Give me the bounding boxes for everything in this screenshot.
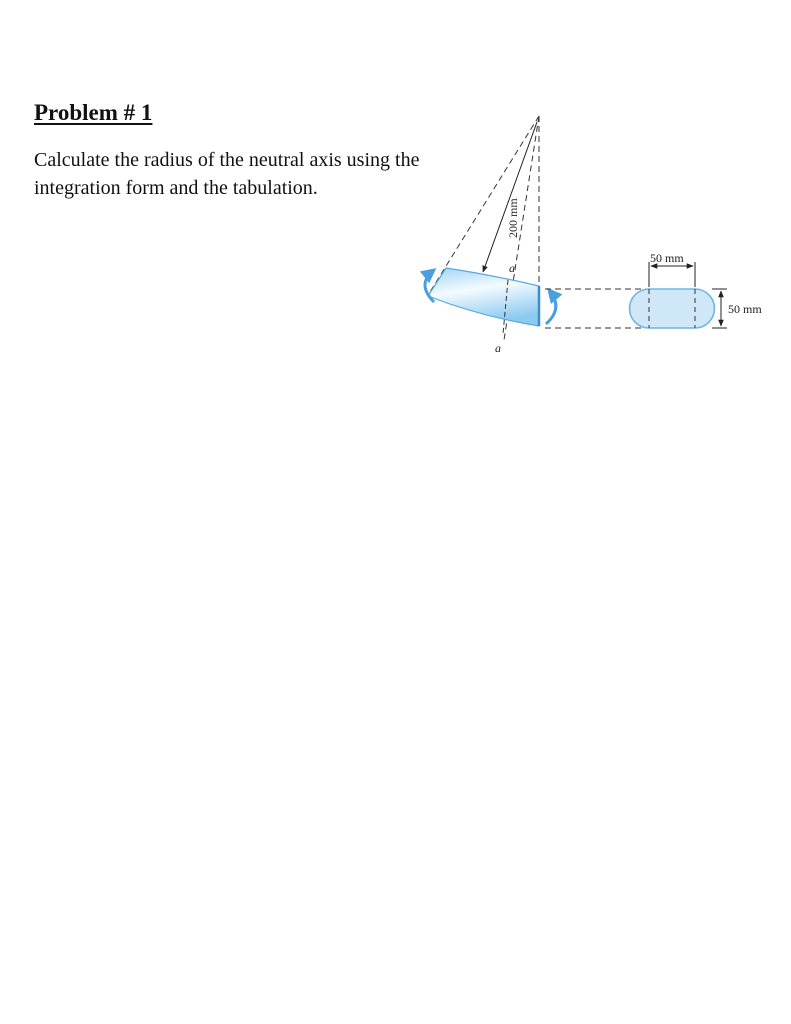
radius-dimension-arrow [483,122,537,272]
height-dimension-label: 50 mm [728,302,762,316]
section-label-top: a [509,261,515,275]
problem-title: Problem # 1 [34,100,153,125]
width-dimension [649,262,695,287]
width-dimension-label: 50 mm [650,251,684,265]
problem-statement: Calculate the radius of the neutral axis using the integration form and the tabulation. [34,149,420,199]
curved-beam [428,268,539,326]
section-label-bottom: a [495,341,501,355]
cross-section [630,289,715,328]
radius-dimension-label: 200 mm [506,198,520,238]
right-moment-arrow [546,290,556,324]
